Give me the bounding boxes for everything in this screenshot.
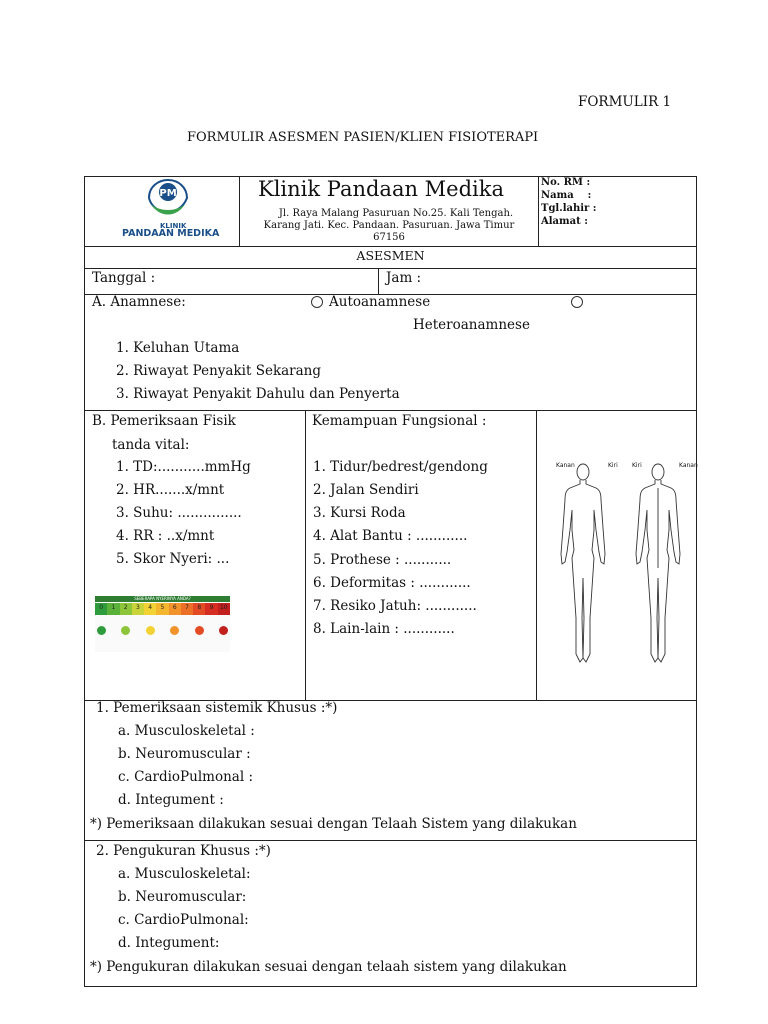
clinic-address-2: Karang Jati. Kec. Pandaan. Pasuruan. Jawa Timur xyxy=(263,220,515,231)
vital-item: 3. Suhu: ............... xyxy=(116,505,242,521)
face-icon xyxy=(219,626,228,635)
body-label: Kiri xyxy=(632,462,642,469)
vital-item: 4. RR : ..x/mnt xyxy=(116,528,215,544)
pengukuran-item: c. CardioPulmonal: xyxy=(118,912,249,928)
kemampuan-item: 5. Prothese : ........... xyxy=(313,552,452,568)
pemeriksaan-fisik-label: B. Pemeriksaan Fisik xyxy=(92,413,236,429)
vital-item: 2. HR.......x/mnt xyxy=(116,482,225,498)
pain-scale-title: SEBERAPA NYERINYA ANDA? xyxy=(134,596,191,601)
vital-item: 1. TD:...........mmHg xyxy=(116,459,251,475)
face-icon xyxy=(97,626,106,635)
pain-scale-chart xyxy=(95,596,230,652)
label-tgl-lahir: Tgl.lahir : xyxy=(541,203,597,214)
face-icon xyxy=(121,626,130,635)
svg-text:PM: PM xyxy=(159,188,177,199)
body-label: Kanan xyxy=(679,462,698,469)
sistemik-item: d. Integument : xyxy=(118,792,224,808)
label-nama: Nama : xyxy=(541,190,592,201)
kemampuan-item: 2. Jalan Sendiri xyxy=(313,482,419,498)
kemampuan-item: 6. Deformitas : ............ xyxy=(313,575,471,591)
sistemik-item: a. Musculoskeletal : xyxy=(118,723,255,739)
pengukuran-item: d. Integument: xyxy=(118,935,220,951)
pain-faces xyxy=(97,626,228,635)
body-label: Kanan xyxy=(556,462,575,469)
face-icon xyxy=(195,626,204,635)
asesmen-title: ASESMEN xyxy=(356,248,425,263)
kemampuan-item: 7. Resiko Jatuh: ............ xyxy=(313,598,477,614)
vital-item: 5. Skor Nyeri: ... xyxy=(116,551,230,567)
autoanamnese-radio[interactable] xyxy=(311,296,323,308)
body-chart[interactable] xyxy=(552,458,692,668)
kemampuan-label: Kemampuan Fungsional : xyxy=(312,413,487,429)
pain-scale-numbers: 0 1 2 3 4 5 6 7 8 9 10 xyxy=(99,604,228,611)
kemampuan-item: 4. Alat Bantu : ............ xyxy=(313,528,468,544)
anamnese-item: 3. Riwayat Penyakit Dahulu dan Penyerta xyxy=(116,386,400,402)
anamnese-item: 2. Riwayat Penyakit Sekarang xyxy=(116,363,322,379)
sistemik-item: c. CardioPulmonal : xyxy=(118,769,253,785)
form-title: FORMULIR ASESMEN PASIEN/KLIEN FISIOTERAPI xyxy=(187,130,539,145)
clinic-logo xyxy=(143,178,193,220)
sistemik-label: 1. Pemeriksaan sistemik Khusus :*) xyxy=(96,700,338,716)
autoanamnese-label: Autoanamnese xyxy=(329,294,431,310)
body-back-figure xyxy=(636,464,680,662)
body-front-figure xyxy=(561,464,605,662)
pengukuran-note: *) Pengukuran dilakukan sesuai dengan telaah sistem yang dilakukan xyxy=(90,959,567,975)
kemampuan-item: 1. Tidur/bedrest/gendong xyxy=(313,459,488,475)
heteroanamnese-label: Heteroanamnese xyxy=(413,317,530,333)
label-tanggal: Tanggal : xyxy=(92,270,156,286)
label-jam: Jam : xyxy=(386,270,422,286)
logo-text-top: KLINIK xyxy=(160,222,187,230)
kemampuan-item: 8. Lain-lain : ............ xyxy=(313,621,455,637)
form-number: FORMULIR 1 xyxy=(578,94,672,110)
face-icon xyxy=(170,626,179,635)
label-alamat: Alamat : xyxy=(541,216,588,227)
anamnese-item: 1. Keluhan Utama xyxy=(116,340,240,356)
anamnese-label: A. Anamnese: xyxy=(92,294,186,310)
pengukuran-label: 2. Pengukuran Khusus :*) xyxy=(96,843,271,859)
pengukuran-item: a. Musculoskeletal: xyxy=(118,866,251,882)
body-label: Kiri xyxy=(608,462,618,469)
kemampuan-item: 3. Kursi Roda xyxy=(313,505,406,521)
sistemik-item: b. Neuromuscular : xyxy=(118,746,251,762)
logo-text-bottom: PANDAAN MEDIKA xyxy=(122,228,220,239)
clinic-name: Klinik Pandaan Medika xyxy=(258,177,505,201)
clinic-address-1: Jl. Raya Malang Pasuruan No.25. Kali Tengah. xyxy=(278,208,514,219)
sistemik-note: *) Pemeriksaan dilakukan sesuai dengan Telaah Sistem yang dilakukan xyxy=(90,816,577,832)
clinic-address-3: 67156 xyxy=(373,232,405,243)
pengukuran-item: b. Neuromuscular: xyxy=(118,889,247,905)
heteroanamnese-radio[interactable] xyxy=(571,296,583,308)
face-icon xyxy=(146,626,155,635)
tanda-vital-label: tanda vital: xyxy=(112,437,190,453)
label-no-rm: No. RM : xyxy=(541,177,591,188)
